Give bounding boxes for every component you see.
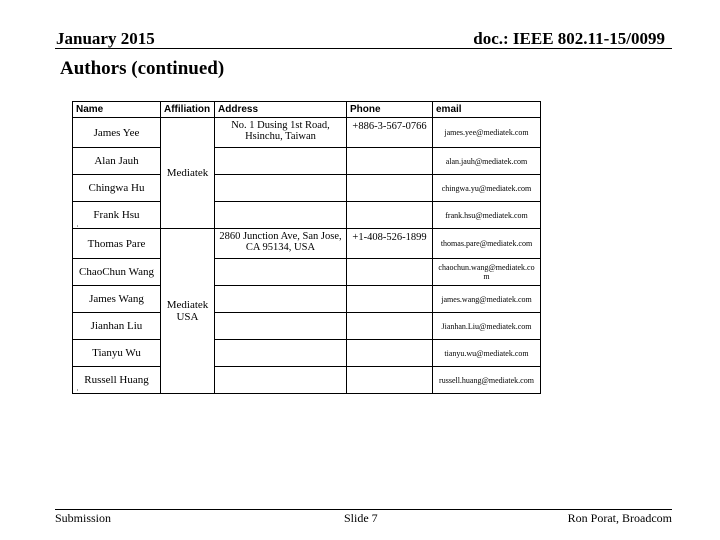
address-cell [215, 148, 347, 175]
authors-table [72, 101, 541, 394]
address-cell [215, 286, 347, 313]
author-name: ChaoChun Wang [73, 259, 161, 286]
email-cell: russell.huang@mediatek.com [433, 367, 541, 394]
author-name: Jianhan Liu [73, 313, 161, 340]
phone-cell [347, 367, 433, 394]
header-divider [55, 48, 672, 49]
author-name: Russell Huang [73, 367, 161, 394]
affiliation-cell: Mediatek [161, 118, 215, 229]
address-cell [215, 259, 347, 286]
email-cell: james.wang@mediatek.com [433, 286, 541, 313]
phone-cell [347, 313, 433, 340]
column-header-affiliation: Affiliation [161, 102, 215, 118]
table-row [73, 286, 541, 313]
email-cell: frank.hsu@mediatek.com [433, 202, 541, 229]
slide-title: Authors (continued) [60, 58, 225, 79]
author-name: Tianyu Wu [73, 340, 161, 367]
table-row [73, 259, 541, 286]
column-header-address: Address [215, 102, 347, 118]
email-cell: Jianhan.Liu@mediatek.com [433, 313, 541, 340]
table-row [73, 313, 541, 340]
email-cell: james.yee@mediatek.com [433, 118, 541, 148]
email-cell: alan.jauh@mediatek.com [433, 148, 541, 175]
email-cell: thomas.pare@mediatek.com [433, 229, 541, 259]
address-cell: No. 1 Dusing 1st Road, Hsinchu, Taiwan [215, 118, 347, 148]
stray-mark: ˙ [76, 224, 79, 234]
affiliation-cell: Mediatek USA [161, 229, 215, 394]
footer-slide-number: Slide 7 [344, 511, 378, 525]
author-name: Chingwa Hu [73, 175, 161, 202]
address-cell [215, 340, 347, 367]
author-name: Alan Jauh [73, 148, 161, 175]
column-header-phone: Phone [347, 102, 433, 118]
address-cell [215, 175, 347, 202]
email-cell: tianyu.wu@mediatek.com [433, 340, 541, 367]
table-row [73, 148, 541, 175]
phone-cell [347, 148, 433, 175]
phone-cell [347, 286, 433, 313]
table-row [73, 229, 541, 259]
email-cell: chaochun.wang@mediatek.co m [433, 259, 541, 286]
author-name: James Wang [73, 286, 161, 313]
phone-cell: +1-408-526-1899 [347, 229, 433, 259]
email-cell: chingwa.yu@mediatek.com [433, 175, 541, 202]
table-row [73, 202, 541, 229]
column-header-name: Name [73, 102, 161, 118]
phone-cell [347, 259, 433, 286]
table-row [73, 340, 541, 367]
author-name: Thomas Pare [73, 229, 161, 259]
header-doc-id: doc.: IEEE 802.11-15/0099 [473, 29, 665, 48]
column-header-email: email [433, 102, 541, 118]
stray-mark: ˙ [76, 388, 79, 398]
phone-cell [347, 202, 433, 229]
footer-submission: Submission [55, 511, 112, 525]
address-cell [215, 313, 347, 340]
table-header-row [73, 102, 541, 118]
footer-author: Ron Porat, Broadcom [567, 511, 672, 525]
address-cell: 2860 Junction Ave, San Jose, CA 95134, USA [215, 229, 347, 259]
table-row [73, 367, 541, 394]
phone-cell [347, 340, 433, 367]
phone-cell [347, 175, 433, 202]
footer-divider [55, 509, 672, 510]
author-name: Frank Hsu [73, 202, 161, 229]
table-row [73, 175, 541, 202]
header-date: January 2015 [56, 29, 155, 48]
address-cell [215, 367, 347, 394]
phone-cell: +886-3-567-0766 [347, 118, 433, 148]
address-cell [215, 202, 347, 229]
table-row [73, 118, 541, 148]
author-name: James Yee [73, 118, 161, 148]
